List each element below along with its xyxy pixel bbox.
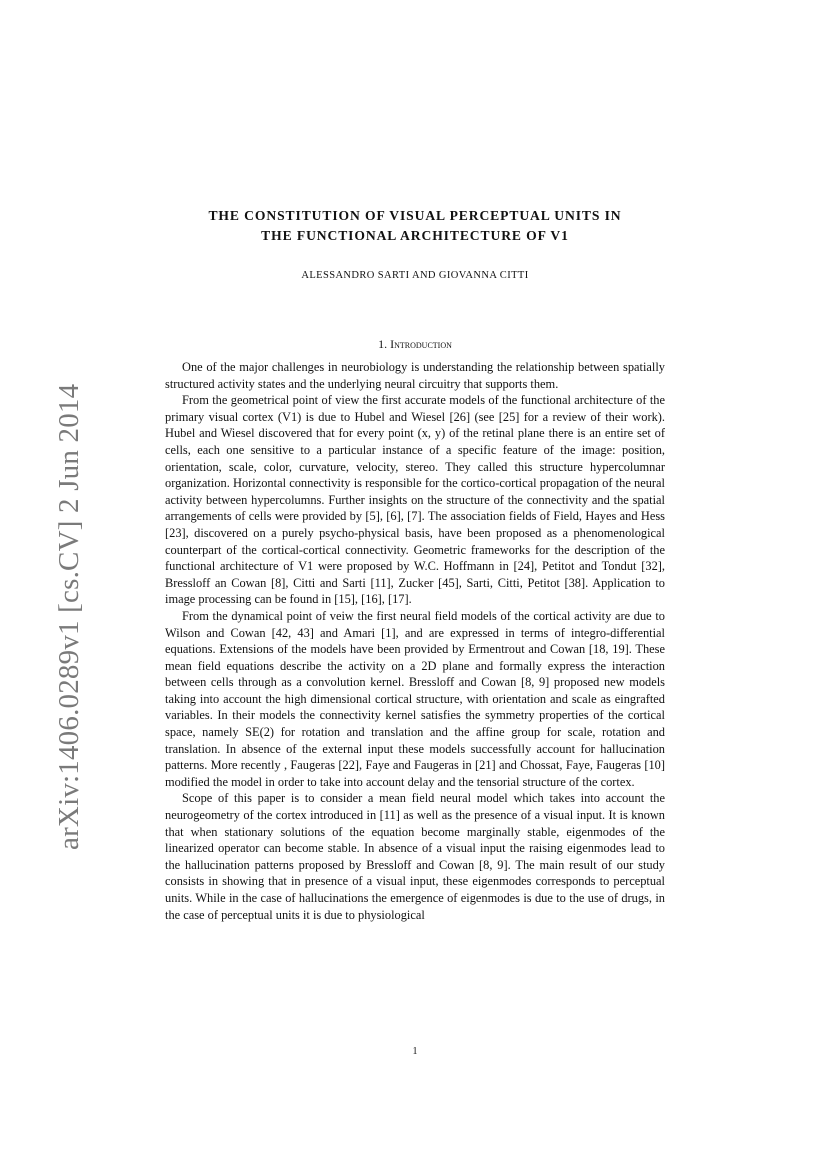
body-text	[165, 359, 665, 923]
title-line-2: THE FUNCTIONAL ARCHITECTURE OF V1	[261, 228, 569, 243]
section-number: 1.	[378, 337, 388, 351]
paragraph: One of the major challenges in neurobiology is understanding the relationship between spatially structured activity states and the underlying neural circuitry that supports them.	[165, 360, 665, 391]
arxiv-identifier: arXiv:1406.0289v1 [cs.CV] 2 Jun 2014	[53, 383, 85, 850]
arxiv-stamp	[8, 380, 85, 850]
paper-title	[165, 206, 665, 246]
section-title: Introduction	[390, 337, 452, 351]
page-number: 1	[412, 1046, 418, 1057]
title-line-1: THE CONSTITUTION OF VISUAL PERCEPTUAL UNITS IN	[208, 208, 622, 223]
paragraph: Scope of this paper is to consider a mean field neural model which takes into account the neurogeometry of the cortex introduced in [11] as well as the presence of a visual input. It is known that when stationary solutions of the equation become marginally stable, eigenmodes of the linearized operator can become stable. In absence of a visual input the raising eigenmodes lead to the hallucination patterns proposed by Bressloff and Cowan [8, 9]. The main result of our study consists in showing that in presence of a visual input, these eigenmodes corresponds to perceptual units. While in the case of hallucinations the emergence of eigenmodes is due to the use of drugs, in the case of perceptual units it is due to physiological	[165, 791, 665, 922]
section-heading	[165, 337, 665, 352]
paragraph: From the geometrical point of view the first accurate models of the functional architecture of the primary visual cortex (V1) is due to Hubel and Wiesel [26] (see [25] for a review of their work). Hubel and Wiesel discovered that for every point (x, y) of the retinal plane there is an entire set of cells, each one sensitive to a particular instance of a specific feature of the image: position, orientation, scale, color, curvature, velocity, stereo. They called this structure hypercolumnar organization. Horizontal connectivity is responsible for the cortico-cortical propagation of the neural activity between hypercolumns. Further insights on the structure of the connectivity and the spatial arrangements of cells were provided by [5], [6], [7]. The association fields of Field, Hayes and Hess [23], discovered on a purely psycho-physical basis, have been proposed as a phenomenological counterpart of the cortical-cortical connectivity. Geometric frameworks for the description of the functional architecture of V1 were proposed by W.C. Hoffmann in [24], Petitot and Tondut [32], Bressloff an Cowan [8], Citti and Sarti [11], Zucker [45], Sarti, Citti, Petitot [38]. Application to image processing can be found in [15], [16], [17].	[165, 393, 665, 607]
paragraph: From the dynamical point of veiw the first neural field models of the cortical activity are due to Wilson and Cowan [42, 43] and Amari [1], and are expressed in terms of integro-differential equations. Extensions of the models have been provided by Ermentrout and Cowan [18, 19]. These mean field equations describe the activity on a 2D plane and formally express the interaction between cells through as a convolution kernel. Bressloff and Cowan [8, 9] proposed new models taking into account the high dimensional cortical structure, with orientation and scale as eingrafted variables. In their models the connectivity kernel satisfies the symmetry properties of the cortical space, namely SE(2) for rotation and translation and the affine group for scale, rotation and translation. In absence of the external input these models successfully account for hallucination patterns. More recently , Faugeras [22], Faye and Faugeras in [21] and Chossat, Faye, Faugeras [10] modified the model in order to take into account delay and the tensorial structure of the cortex.	[165, 608, 665, 789]
authors: ALESSANDRO SARTI AND GIOVANNA CITTI	[301, 270, 529, 281]
